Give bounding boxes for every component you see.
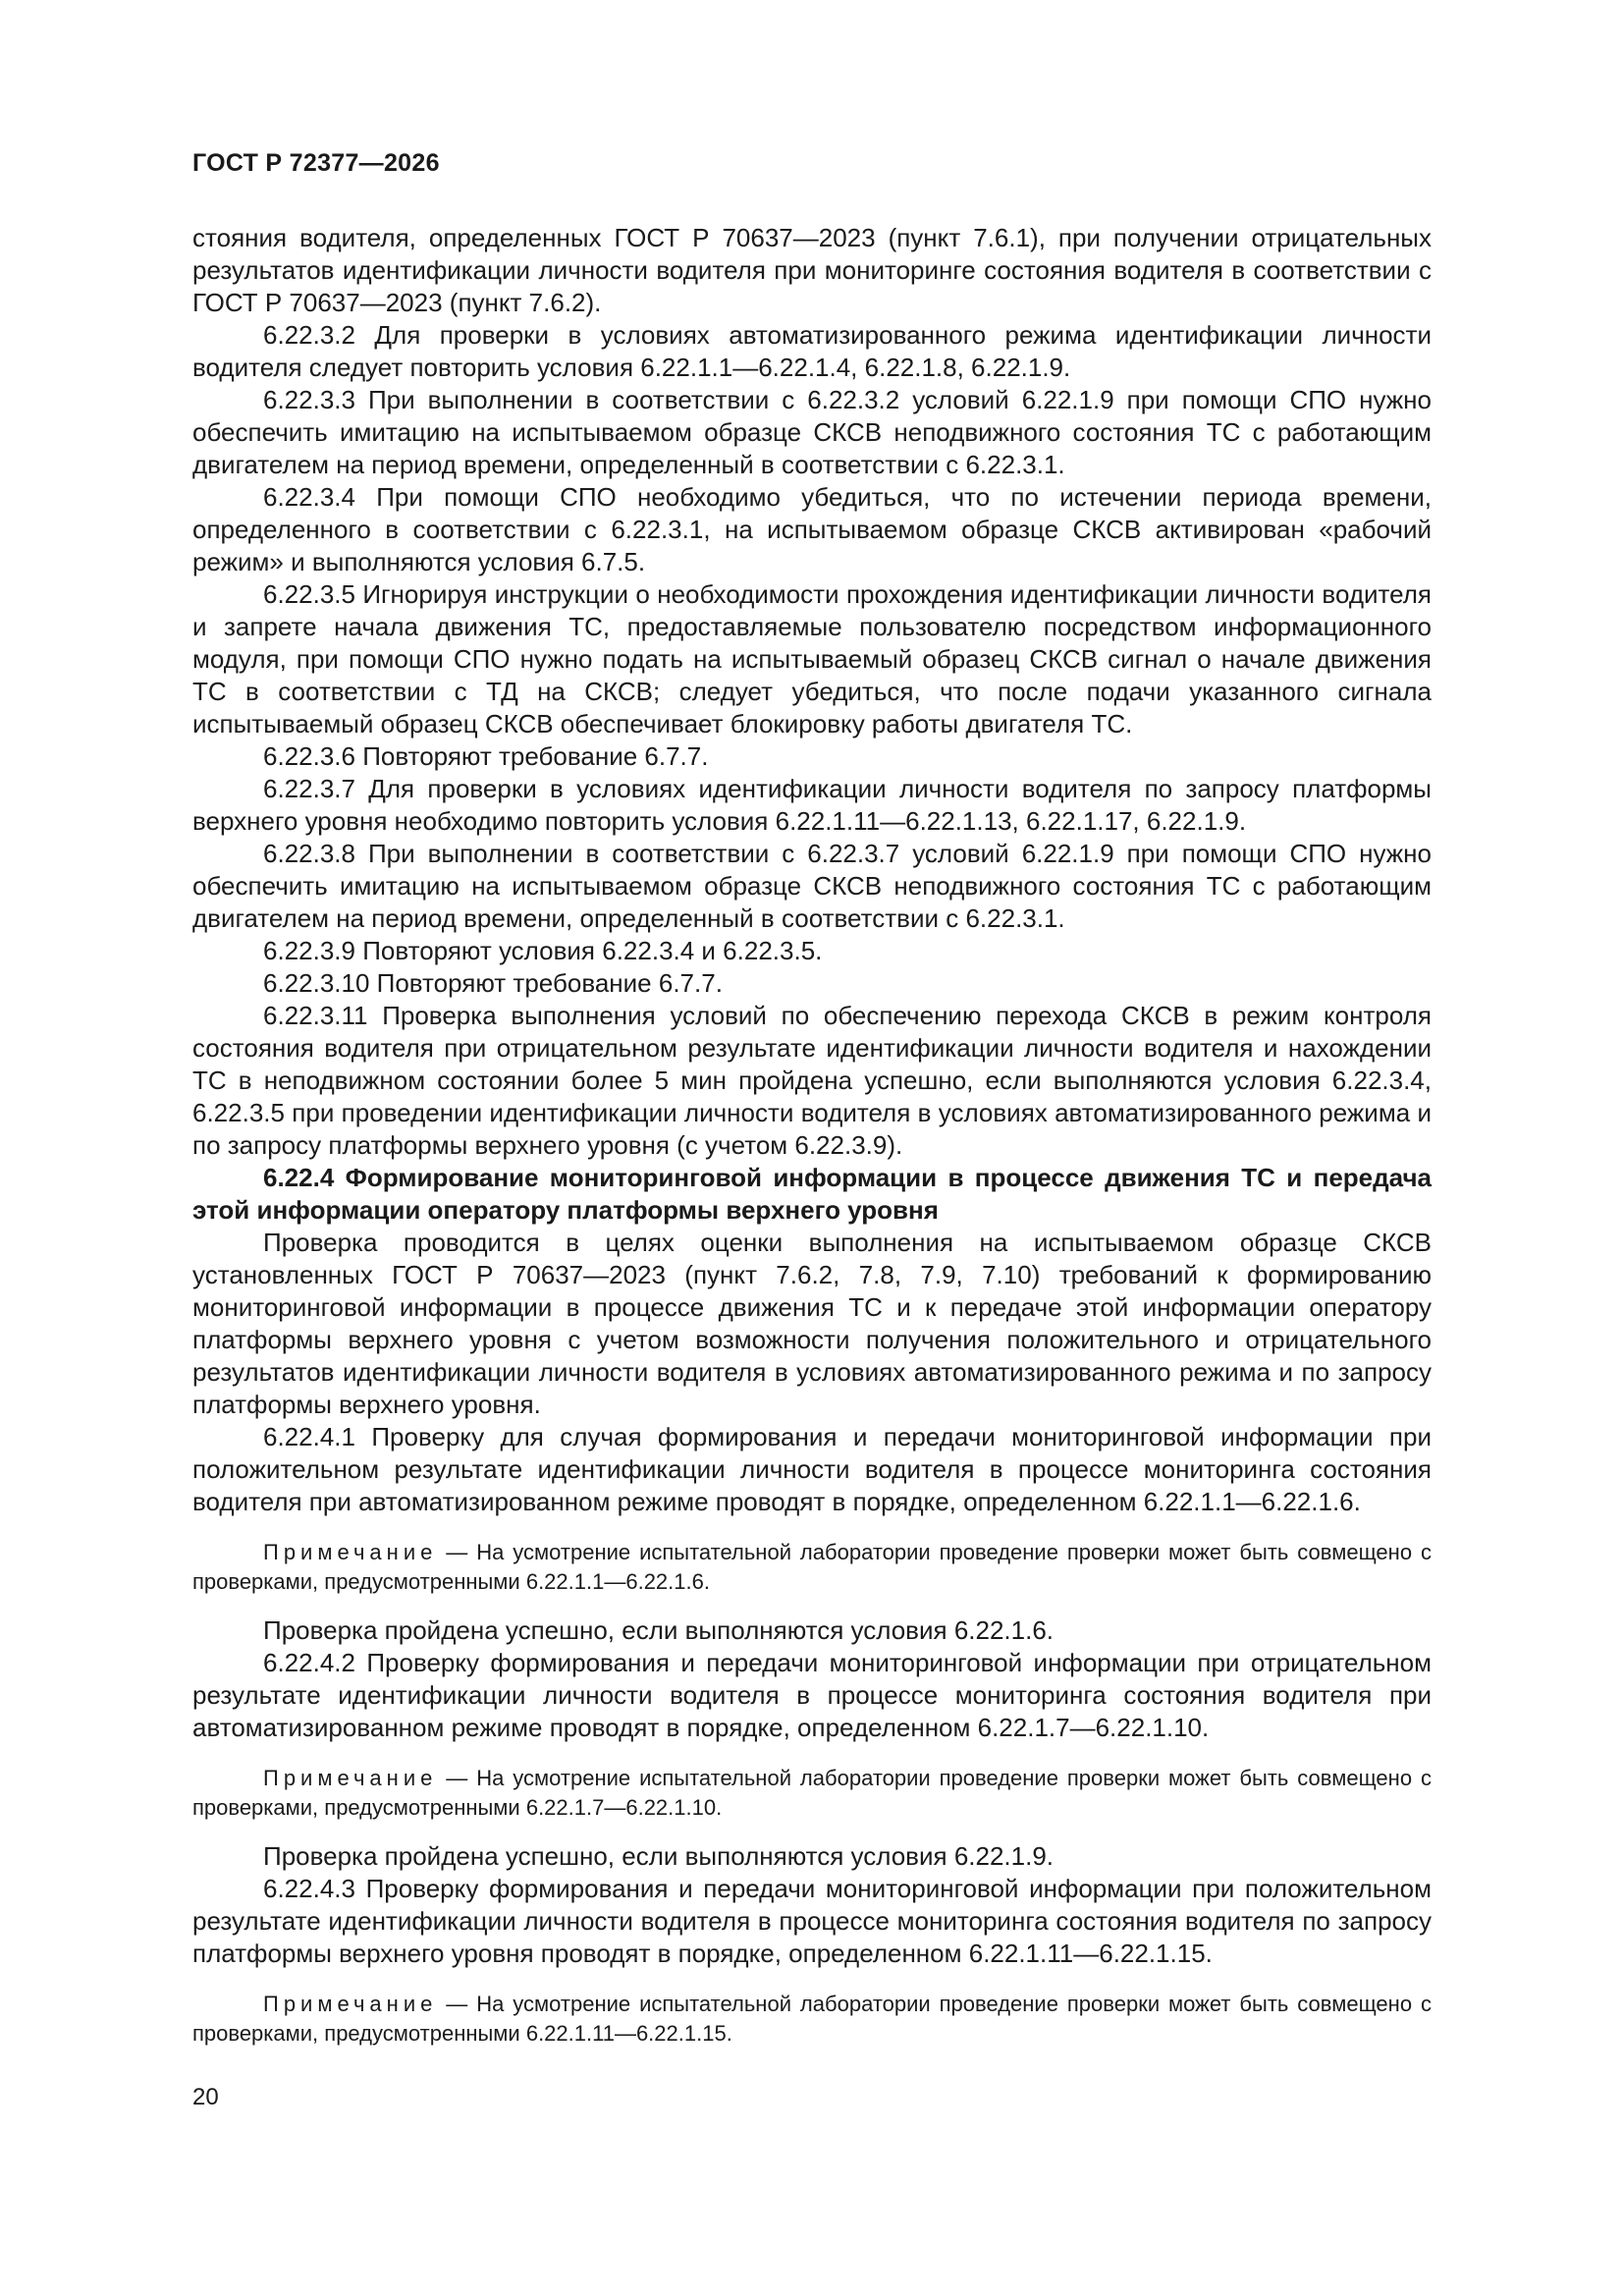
paragraph-6-22-3-10: 6.22.3.10 Повторяют требование 6.7.7. [263,968,723,998]
paragraph-6-22-3-2: 6.22.3.2 Для проверки в условиях автоматизированного режима идентификации личности водителя следует повторить условия 6.22.1.1—6.22.1.4, 6.22.1.8, 6.22.1.9. [192,320,1432,382]
paragraph-continuation: стояния водителя, определенных ГОСТ Р 70637—2023 (пункт 7.6.1), при получении отрицательных результатов идентификации личности водителя при мониторинге состояния водителя в соответствии с ГОСТ Р 70637—2023 (пункт 7.6.2). [192,223,1432,317]
paragraph-result-2: Проверка пройдена успешно, если выполняются условия 6.22.1.9. [263,1841,1055,1871]
paragraph-6-22-3-3: 6.22.3.3 При выполнении в соответствии с 6.22.3.2 условий 6.22.1.9 при помощи СПО нужно обеспечить имитацию на испытываемом образце СКСВ неподвижного состояния ТС с работающим двигателем на период времени, определенный в соответствии с 6.22.3.1. [192,385,1432,479]
paragraph-result-1: Проверка пройдена успешно, если выполняются условия 6.22.1.6. [263,1615,1055,1645]
paragraph-6-22-3-6: 6.22.3.6 Повторяют требование 6.7.7. [263,741,709,771]
note-label: Примечание [263,1540,438,1564]
paragraph-6-22-3-4: 6.22.3.4 При помощи СПО необходимо убедиться, что по истечении периода времени, определенного в соответствии с 6.22.3.1, на испытываемом образце СКСВ активирован «рабочий режим» и выполняются условия 6.7.5. [192,482,1432,576]
paragraph-6-22-4-3: 6.22.4.3 Проверку формирования и передачи мониторинговой информации при положительном результате идентификации личности водителя в процессе мониторинга состояния водителя по запросу платформы верхнего уровня проводят в порядке, определенном 6.22.1.11—6.22.1.15. [192,1874,1432,1968]
note-text: — На усмотрение испытательной лаборатории проведение проверки может быть совмещено с проверками, предусмотренными 6.22.1.1—6.22.1.6. [192,1540,1432,1594]
note-text: — На усмотрение испытательной лаборатории проведение проверки может быть совмещено с проверками, предусмотренными 6.22.1.11—6.22.1.15. [192,1992,1432,2046]
note-3 [192,1990,1432,2049]
page-number: 20 [192,2084,219,2110]
paragraph-6-22-4-intro: Проверка проводится в целях оценки выполнения на испытываемом образце СКСВ установленных ГОСТ Р 70637—2023 (пункт 7.6.2, 7.8, 7.9, 7.10) требований к формированию мониторинговой информации в процессе движения ТС и к передаче этой информации оператору платформы верхнего уровня с учетом возможности получения положительного и отрицательного результатов идентификации личности водителя в условиях автоматизированного режима и по запросу платформы верхнего уровня. [192,1228,1432,1419]
paragraph-6-22-4-1: 6.22.4.1 Проверку для случая формирования и передачи мониторинговой информации при положительном результате идентификации личности водителя в процессе мониторинга состояния водителя при автоматизированном режиме проводят в порядке, определенном 6.22.1.1—6.22.1.6. [192,1422,1432,1516]
paragraph-6-22-3-11: 6.22.3.11 Проверка выполнения условий по обеспечению перехода СКСВ в режим контроля состояния водителя при отрицательном результате идентификации личности водителя и нахождении ТС в неподвижном состоянии более 5 мин пройдена успешно, если выполняются условия 6.22.3.4, 6.22.3.5 при проведении идентификации личности водителя в условиях автоматизированного режима и по запросу платформы верхнего уровня (с учетом 6.22.3.9). [192,1001,1432,1160]
document-header: ГОСТ Р 72377—2026 [192,149,440,177]
paragraph-6-22-3-5: 6.22.3.5 Игнорируя инструкции о необходимости прохождения идентификации личности водителя и запрете начала движения ТС, предоставляемые пользователю посредством информационного модуля, при помощи СПО нужно подать на испытываемый образец СКСВ сигнал о начале движения ТС в соответствии с ТД на СКСВ; следует убедиться, что после подачи указанного сигнала испытываемый образец СКСВ обеспечивает блокировку работы двигателя ТС. [192,579,1432,738]
note-label: Примечание [263,1766,438,1790]
note-label: Примечание [263,1992,438,2016]
note-1 [192,1538,1432,1597]
paragraph-6-22-3-8: 6.22.3.8 При выполнении в соответствии с 6.22.3.7 условий 6.22.1.9 при помощи СПО нужно обеспечить имитацию на испытываемом образце СКСВ неподвижного состояния ТС с работающим двигателем на период времени, определенный в соответствии с 6.22.3.1. [192,839,1432,933]
document-body [192,222,1432,2066]
note-2 [192,1764,1432,1823]
paragraph-6-22-3-7: 6.22.3.7 Для проверки в условиях идентификации личности водителя по запросу платформы верхнего уровня необходимо повторить условия 6.22.1.11—6.22.1.13, 6.22.1.17, 6.22.1.9. [192,774,1432,836]
section-heading-6-22-4: 6.22.4 Формирование мониторинговой информации в процессе движения ТС и передача этой информации оператору платформы верхнего уровня [192,1163,1432,1225]
paragraph-6-22-3-9: 6.22.3.9 Повторяют условия 6.22.3.4 и 6.22.3.5. [263,936,823,965]
paragraph-6-22-4-2: 6.22.4.2 Проверку формирования и передачи мониторинговой информации при отрицательном результате идентификации личности водителя в процессе мониторинга состояния водителя при автоматизированном режиме проводят в порядке, определенном 6.22.1.7—6.22.1.10. [192,1648,1432,1742]
note-text: — На усмотрение испытательной лаборатории проведение проверки может быть совмещено с проверками, предусмотренными 6.22.1.7—6.22.1.10. [192,1766,1432,1820]
